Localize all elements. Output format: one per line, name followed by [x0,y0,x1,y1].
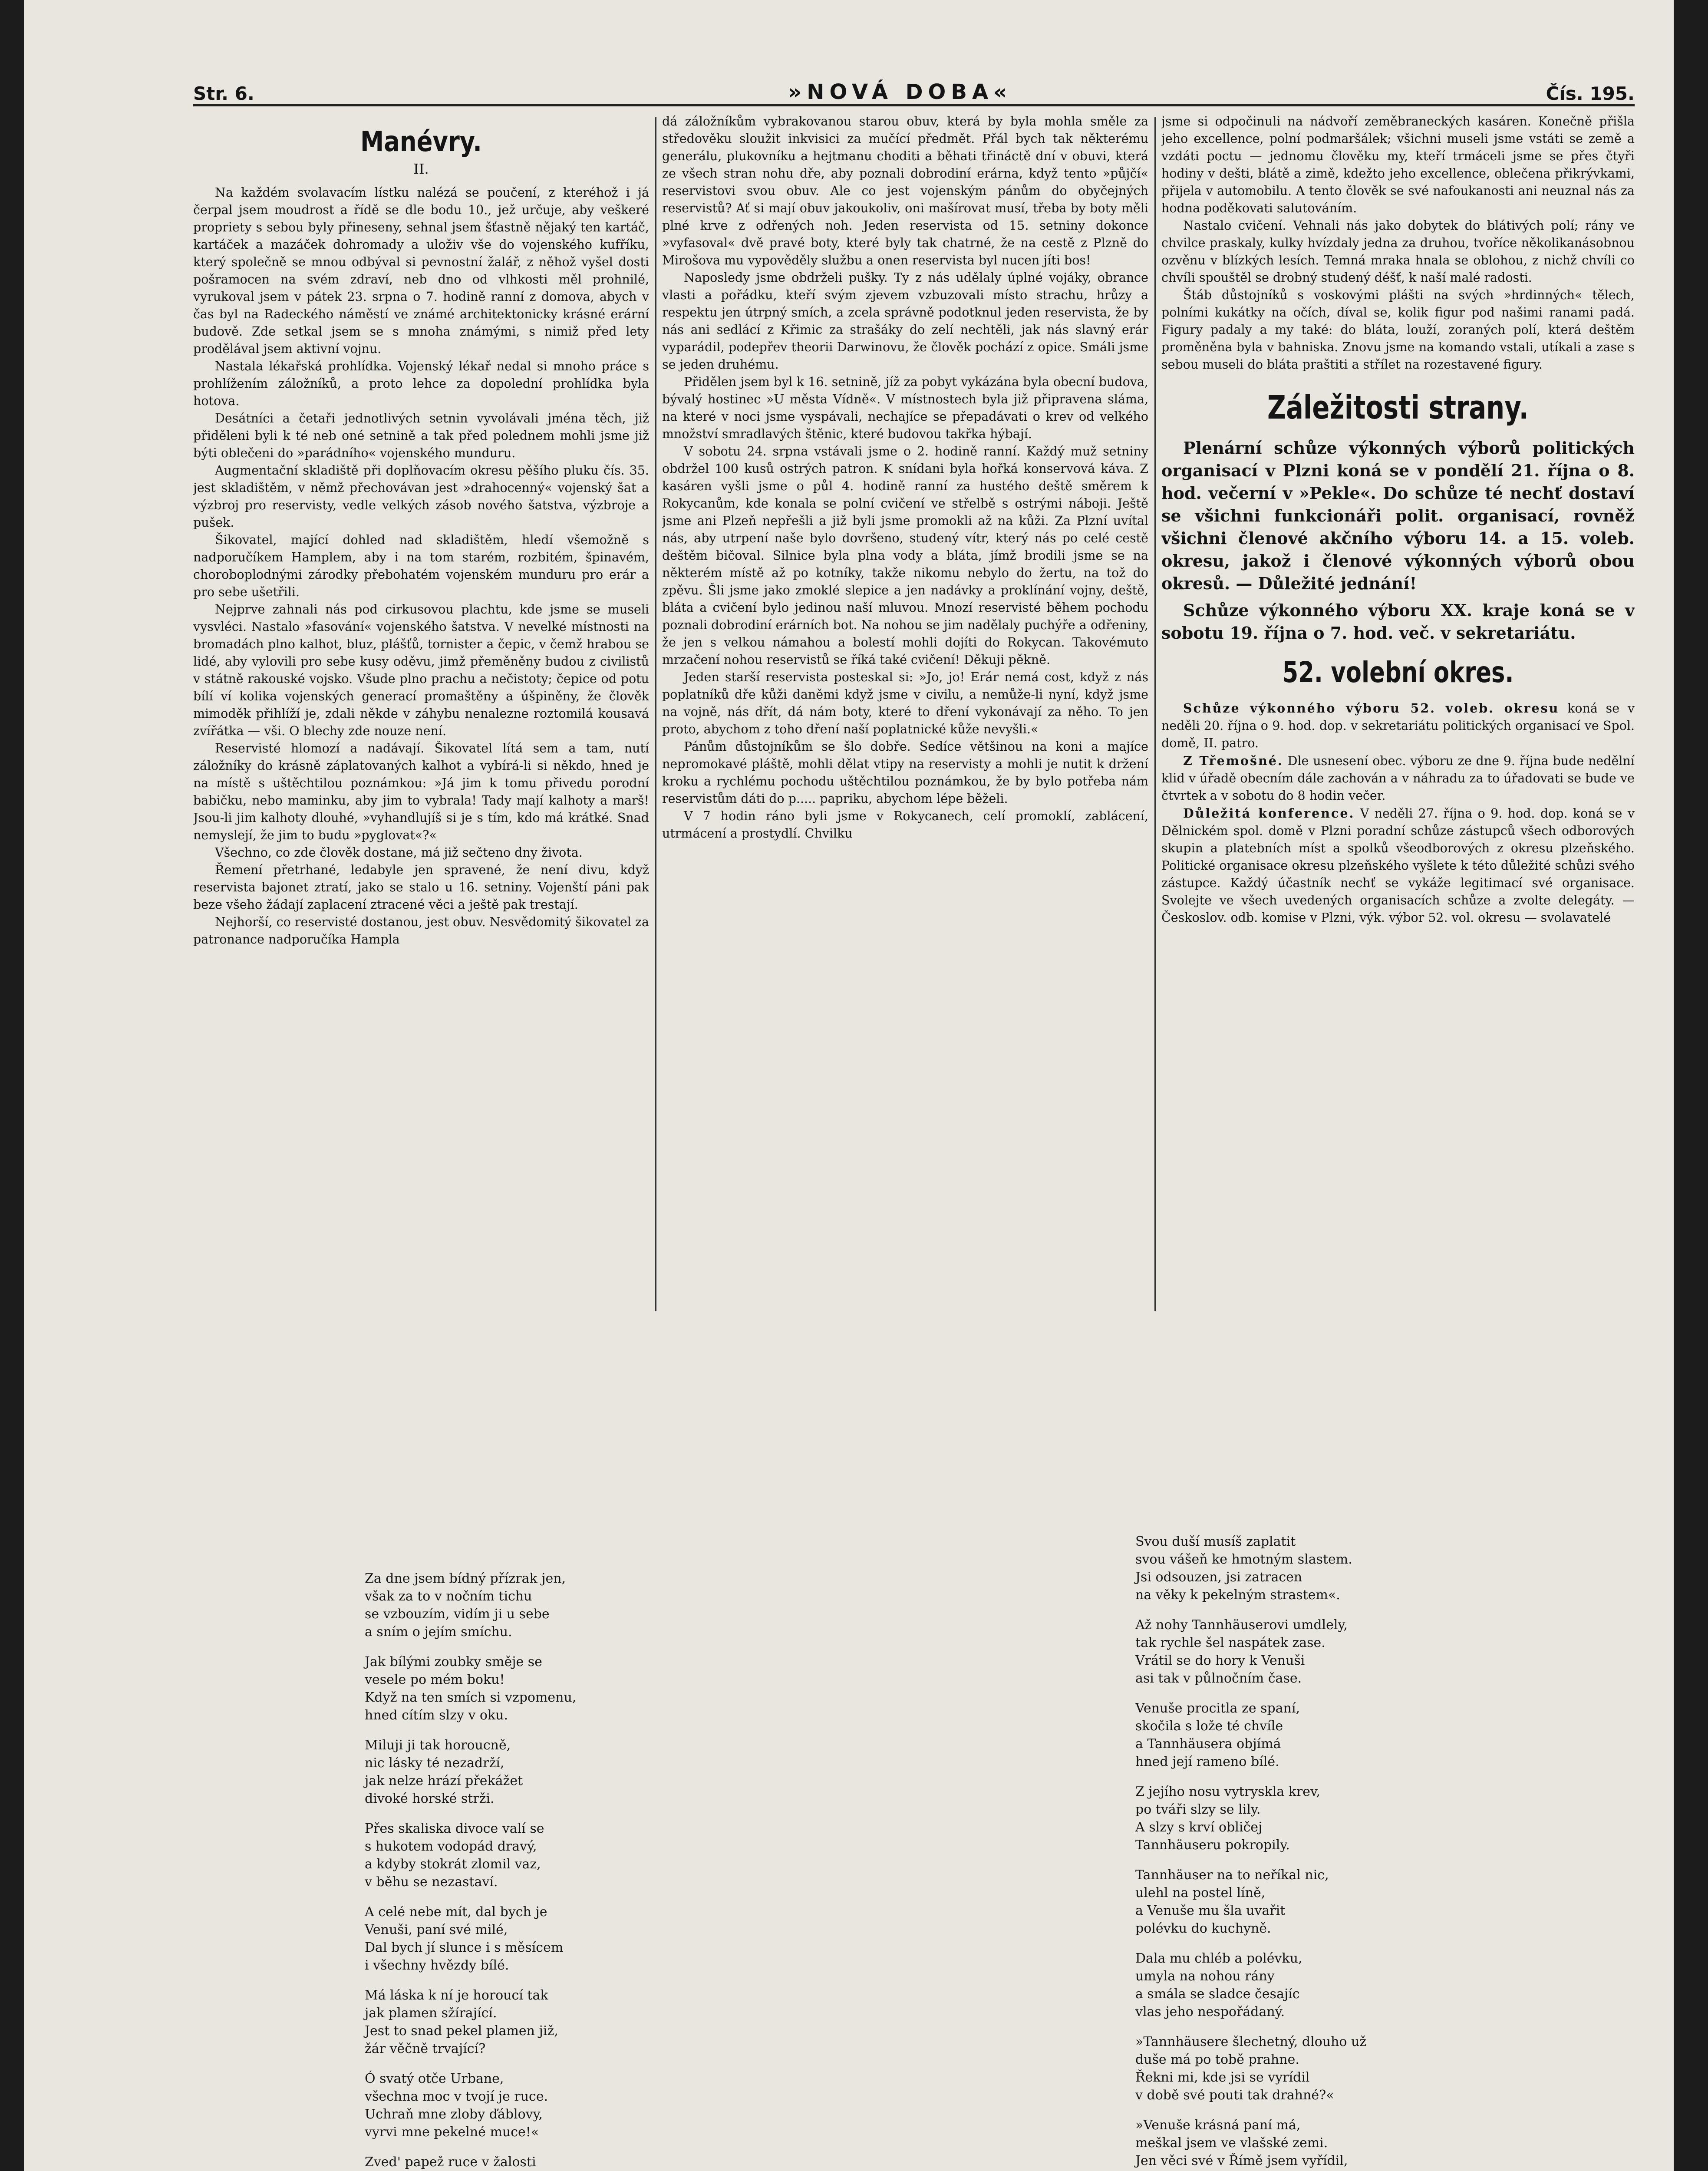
poem-line: a kdyby stokrát zlomil vaz, [365,1857,541,1872]
poem-right [1135,1533,1526,2171]
poem-stanza [365,1653,755,1724]
paragraph: Nastalo cvičení. Vehnali nás jako dobytek do blátivých polí; rány ve chvilce praskaly, kulky hvízdaly jedna za druhou, tvoříce několikanásobnou ozvěnu v blízkých lesích. Temná mraka hnala se oblohou, z nichž chvíli co chvíli spouštěl se drobný studený déšť, k naší malé radosti. [1161,218,1635,285]
column-rule [1154,117,1156,1311]
paragraph: Všechno, co zde člověk dostane, má již sečteno dny života. [215,845,583,860]
paragraph: Štáb důstojníků s voskovými plášti na svých »hrdinných« tělech, polními kukátky na očích, díval se, kolik figur pod našimi ranami padá. Figury padaly a my také: do bláta, louží, zoraných polí, která deštěm proměněna byla v bahniska. Znovu jsme na komando vstali, utíkali a zase s sebou museli do bláta praštiti a střílet na rozestavené figury. [1161,288,1635,372]
poem-line: ulehl na postel líně, [1135,1885,1266,1900]
poem-stanza [365,2153,755,2171]
poem-line: A slzy s krví obličej [1135,1820,1263,1835]
poem-stanza [1135,2033,1526,2104]
poem-line: Jen věci své v Římě jsem vyřídil, [1135,2153,1348,2168]
column-right [1161,113,1635,1311]
poem-line: Zved' papež ruce v žalosti [365,2155,536,2170]
district-item-text: Dle usnesení obec. výboru ze dne 9. října bude nedělní klid v úřadě obecním dále zachován a v náhradu za to úřadovati se bude ve čtvrtek a v sobotu do 8 hodin večer. [1161,754,1635,803]
issue-number: Čís. 195. [1546,83,1635,104]
poem-line: nic lásky té nezadrží, [365,1755,504,1771]
poem-line: »Venuše krásná paní má, [1135,2118,1301,2133]
district-title: 52. volební okres. [1282,656,1514,689]
paragraph: Naposledy jsme obdrželi pušky. Ty z nás udělaly úplné vojáky, obrance vlasti a pořádku, kteří svým zjevem vzbuzovali místo strachu, hrůzy a respektu jen útrpný smích, a zcela správně podotknul jeden reservista, že by nás ani sedlácí z Křimic za strašáky do zelí nechtěli, jak nás slavný erár vyparádil, podepřev theorii Darwinovu, že člověk pochází z opice. Smáli jsme se jeden druhému. [662,271,1148,372]
poem-line: Dal bych jí slunce i s měsícem [365,1940,564,1955]
poem-line: Když na ten smích si vzpomenu, [365,1690,577,1705]
paragraph: Augmentační skladiště při doplňovacím okresu pěšího pluku čís. 35. jest skladištěm, v němž přechovávan jest »drahocenný« vojenský šat a výzbroj pro reservisty, vedle velkých zásob nového šatstva, výzbroje a pušek. [193,463,649,530]
poem-line: se vzbouzím, vidím ji u sebe [365,1607,550,1622]
poem-line: v běhu se nezastaví. [365,1874,498,1890]
poem-stanza [1135,1699,1526,1771]
poem-line: divoké horské strži. [365,1791,495,1806]
paragraph: jsme si odpočinuli na nádvoří zeměbraneckých kasáren. Konečně přišla jeho excellence, polní podmaršálek; všichni museli jsme vstáti se země a vzdáti poctu — jednomu člověku my, kteří trmáceli jsme se přes čtyři hodiny v dešti, blátě a zimě, kdežto jeho excellence, oblečena přikrývkami, přijela v automobilu. A tento člověk se své nafoukanosti ani neuznal nás za hodna poděkovati salutováním. [1161,114,1635,215]
paragraph: Šikovatel, mající dohled nad skladištěm, hledí všemožně s nadporučíkem Hamplem, aby i na tom starém, rozbitém, špinavém, choroboplodnými zárodky přebohatém vojenském munduru pro erár a pro sebe ušetřili. [193,533,649,599]
masthead [193,65,1635,106]
poem-line: v době své pouti tak drahné?« [1135,2088,1334,2103]
poem-line: Venuši, paní své milé, [365,1922,508,1937]
poem-stanza [365,1820,755,1891]
article-part: II. [413,161,429,177]
poem-stanza [365,1570,755,1641]
paragraph: Řemení přetrhané, ledabyle jen spravené, že není divu, když reservista bajonet ztratí, jako se stalo u 16. setniny. Vojenští páni pak beze všeho žádají zaplacení ztracené věci a ještě pak trestají. [193,863,649,912]
poem-stanza [365,1986,755,2058]
paragraph: Desátníci a četaři jednotlivých setnin vyvolávali jména těch, již přiděleni byli k té neb oné setnině a tak před polednem mohli jsme již býti oblečeni do »parádního« vojenského munduru. [193,411,649,460]
poem-line: Má láska k ní je horoucí tak [365,1988,548,2003]
poem-stanza [365,1736,755,1808]
poem-line: a smála se sladce česajíc [1135,1986,1300,2002]
paragraph: Reservisté hlomozí a nadávají. Šikovatel lítá sem a tam, nutí záložníky do krásně záplatovaných kalhot a vybírá-li si někdo, hned je na místě s uštěchtilou poznámkou: »Já jim k tomu přivedu porodní babičku, nebo maminku, aby jim to vybrala! Tady mají kalhoty a marš! Jsou-li jim kalhoty dlouhé, »vyhandlujíš si je s tím, kdo má krátké. Snad nemyslejí, že jim to budu »pyglovat«?« [193,741,649,842]
paragraph: Přidělen jsem byl k 16. setnině, jíž za pobyt vykázána byla obecní budova, bývalý hostinec »U města Vídně«. V místnostech byla již připravena sláma, na které v noci jsme vyspávali, nechajíce se přepadávati o krev od velkého množství smradlavých štěnic, které budovou takřka hýbají. [662,375,1148,441]
paragraph: Na každém svolavacím lístku nalézá se poučení, z kteréhož i já čerpal jsem moudrost a řídě se dle bodu 10., jež určuje, aby veškeré propriety s sebou byly přineseny, sehnal jsem šťastně nějaký ten kartáč, kartáček a mazáček dohromady a uloživ vše do vojenského kufříku, který společně se mnou odbýval si pevnostní žalář, z něhož vyšel dosti pošramocen na svém zdraví, neb dno od vlhkosti měl prohnilé, vyrukoval jsem v pátek 23. srpna o 7. hodině ranní z domova, abych v čas byl na Radeckého náměstí ve známé architektonicky krásné erární budově. Zde setkal jsem se s mnoha známými, s nimiž před lety prodělával jsem aktivní vojnu. [193,185,649,356]
district-item-heading: Schůze výkonného výboru 52. voleb. okresu [1183,701,1560,716]
poem-line: meškal jsem ve vlašské zemi. [1135,2135,1328,2151]
poem-line: Přes skaliska divoce valí se [365,1821,544,1836]
poem-line: Miluji ji tak horoucně, [365,1738,511,1753]
paragraph: dá záložníkům vybrakovanou starou obuv, která by byla mohla směle za středověku sloužit inkvisici za mučící předmět. Přál bych tak některému generálu, plukovníku a hejtmanu choditi a běhati třináctě dní v obuvi, která ze všech stran nohu dře, aby poznali dobrodiní erárna, když tento »půjčí« reservistovi svou obuv. Ale co jest vojenským pánům do obyčejných reservistů? Ať si mají obuv jakoukoliv, oni mašírovat musí, třeba by boty měli plné krve z odřených noh. Jeden reservista od 15. setniny dokonce »vyfasoval« dvě pravé boty, které byly tak chatrné, že na cestě z Plzně do Mirošova mu vypověděly službu a onen reservista byl nucen jíti bos! [662,114,1148,267]
poem-stanza [1135,2116,1526,2171]
district-item-heading: Důležitá konference. [1183,806,1355,821]
paragraph: V sobotu 24. srpna vstávali jsme o 2. hodině ranní. Každý muž setniny obdržel 100 kusů ostrých patron. K snídani byla hořká konservová káva. Z kasáren vyšli jsme o půl 4. hodině ranní za hustého deště směrem k Rokycanům, kde konala se polní cvičení ve střelbě s ostrými náboji. Ještě jsme ani Plzeň nepřešli a již byli jsme promokli až na kůži. Za Plzní uvítal nás, aby utrpení naše bylo dovršeno, studený vítr, který nás po celé cestě deštěm bičoval. Silnice byla plna vody a bláta, jímž brodili jsme se na některém místě až po kotníky, takže nikomu nebylo do žertu, na tož do zpěvu. Šli jsme jako zmoklé slepice a jen nadávky a proklínání vojny, deště, bláta a cvičení bylo jedinou naší mluvou. Mnozí reservisté během pochodu poznali dobrodiní erárních bot. Na nohou se jim nadělaly puchýře a odřeniny, že jen s velkou námahou a bolestí mohli dojíti do Rokycan. Takovémuto mrzačení nohou reservistů se říká také cvičení! Děkuji pěkně. [662,444,1148,667]
paragraph: V 7 hodin ráno byli jsme v Rokycanech, celí promoklí, zablácení, utrmácení a prostydlí. Chvilku [662,809,1148,841]
district-item-heading: Z Třemošné. [1183,753,1283,768]
poem-line: Řekni mi, kde jsi se vyrídil [1135,2070,1310,2085]
page-number-label: Str. 6. [193,83,254,104]
poem-line: svou vášeň ke hmotným slastem. [1135,1552,1352,1567]
newspaper-page [24,0,1674,2171]
paragraph: Nejprve zahnali nás pod cirkusovou plachtu, kde jsme se museli vysvléci. Nastalo »fasování« vojenského šatstva. V nevelké místnosti na bromadách plno kalhot, bluz, plášťů, tornister a čepic, v čemž hrabou se lidé, aby vylovili pro sebe kusy oděvu, jimž přeměněny budou z civilistů v státně rakouské vojsko. Všude plno prachu a nečistoty; čepice od potu bílí ví kolika vojenských generací promaštěny a úšpiněny, že člověk mimoděk přihlíží je, zdali někde v záhybu nenalezne roztomilá kousavá zvířátka — vši. O blechy zde nouze není. [193,602,649,738]
poem-line: a Venuše mu šla uvařit [1135,1903,1286,1918]
column-left [193,113,649,1329]
poem-line: hned cítím slzy v oku. [365,1708,508,1723]
poem-left [365,1570,755,2171]
poem-line: a Tannhäusera objímá [1135,1736,1281,1752]
poem-line: Dala mu chléb a polévku, [1135,1951,1302,1966]
poem-line: duše má po tobě prahne. [1135,2052,1299,2067]
poem-line: Až nohy Tannhäuserovi umdlely, [1135,1617,1348,1633]
column-middle [662,113,1148,1320]
poem-line: Jest to snad pekel plamen již, [365,2023,558,2039]
kraj-notice: Schůze výkonného výboru XX. kraje koná se v sobotu 19. října o 7. hod. več. v sekretariátu. [1161,600,1635,643]
poem-line: žár věčně trvající? [365,2041,486,2056]
column-rule [655,117,656,1311]
poem-line: Vrátil se do hory k Venuši [1135,1653,1305,1668]
poem-line: Z jejího nosu vytryskla krev, [1135,1784,1320,1799]
paragraph: Jeden starší reservista posteskal si: »Jo, jo! Erár nemá cost, když z nás poplatníků dře kůži daněmi když jsme v civilu, a nemůže-li nyní, když jsme na vojně, nás dřít, dá nám boty, které to dření vykonávají za něho. To jen proto, abychom z toho dření naší poplatnické kůže nevyšli.« [662,670,1148,736]
poem-stanza [1135,1616,1526,1687]
poem-line: jak nelze hrází překážet [365,1773,523,1788]
poem-stanza [1135,1533,1526,1604]
poem-line: však za to v nočním tichu [365,1589,532,1604]
poem-line: hned její rameno bílé. [1135,1754,1279,1769]
poem-line: skočila s lože té chvíle [1135,1719,1283,1734]
poem-stanza [365,2070,755,2141]
poem-line: po tváři slzy se lily. [1135,1802,1261,1817]
poem-line: Jsi odsouzen, jsi zatracen [1135,1570,1302,1585]
poem-line: »Tannhäusere šlechetný, dlouho už [1135,2034,1367,2049]
article-title: Manévry. [360,126,482,158]
poem-line: Jak bílými zoubky směje se [365,1654,542,1669]
poem-line: jak plamen sžírající. [365,2006,497,2021]
poem-stanza [365,1903,755,1974]
poem-line: vesele po mém boku! [365,1672,505,1687]
poem-line: umyla na nohou rány [1135,1969,1275,1984]
plenary-notice: Plenární schůze výkonných výborů politických organisací v Plzni koná se v pondělí 21. října o 8. hod. večerní v »Pekle«. Do schůze té nechť dostaví se všichni funkcionáři polit. organisací, rovněž všichni členové akčního výboru 14. a 15. voleb. okresu, jakož i členové výkonných výborů obou okresů. — Důležité jednání! [1161,438,1635,593]
poem-line: Svou duší musíš zaplatit [1135,1534,1296,1549]
paragraph: Nastala lékařská prohlídka. Vojenský lékař nedal si mnoho práce s prohlížením záložníků, a proto lehce za dopolední prohlídka byla hotova. [193,359,649,408]
poem-line: s hukotem vodopád dravý, [365,1839,537,1854]
paragraph: Pánům důstojníkům se šlo dobře. Sedíce většinou na koni a majíce nepromokavé pláště, mohli dělat vtipy na reservisty a mohli je nutit k držení kroku a rychlému pochodu uštěchtilou poznámkou, že by bylo potřeba nám reservistům dáti do p..... papriku, abychom lépe běželi. [662,739,1148,806]
poem-line: Ó svatý otče Urbane, [365,2071,504,2086]
poem-line: vlas jeho nespořádaný. [1135,2004,1285,2019]
poem-line: A celé nebe mít, dal bych je [365,1904,547,1920]
poem-line: Uchraň mne zloby ďáblovy, [365,2107,543,2122]
poem-line: vyrvi mne pekelné muce!« [365,2125,539,2140]
poem-line: tak rychle šel naspátek zase. [1135,1635,1326,1650]
district-item-text: koná se v neděli 20. října o 9. hod. dop. v sekretariátu politických organisací ve Spol. domě, II. patro. [1161,701,1635,750]
newspaper-name: »NOVÁ DOBA« [788,80,1012,104]
poem-stanza [1135,1950,1526,2021]
poem-line: a sním o jejím smíchu. [365,1624,512,1640]
poem-line: i všechny hvězdy bílé. [365,1958,509,1973]
paragraph: Nejhorší, co reservisté dostanou, jest obuv. Nesvědomitý šikovatel za patronance nadporučíka Hampla [193,915,649,947]
poem-line: všechna moc v tvojí je ruce. [365,2089,548,2104]
poem-line: na věky k pekelným strastem«. [1135,1587,1340,1603]
poem-line: Tannhäuser na to neříkal nic, [1135,1867,1329,1883]
poem-stanza [1135,1783,1526,1854]
party-section-title: Záležitosti strany. [1267,389,1529,426]
poem-line: polévku do kuchyně. [1135,1921,1271,1936]
poem-line: Za dne jsem bídný přízrak jen, [365,1571,566,1586]
poem-line: Venuše procitla ze spaní, [1135,1701,1300,1716]
poem-stanza [1135,1866,1526,1937]
poem-line: Tannhäuseru pokropily. [1135,1838,1290,1853]
poem-line: asi tak v půlnočním čase. [1135,1671,1302,1686]
district-item-text: V neděli 27. října o 9. hod. dop. koná se v Dělnickém spol. domě v Plzni poradní schůze zástupců všech odborových skupin a platebních míst a spolků všeodborových z okresu plzeňského. Politické organisace okresu plzeňského vyšlete k této důležité schůzi svého zástupce. Každý účastník nechť se vykáže legitimací své organisace. Svolejte ve všech uvedených organisacích schůze a zvolte delegáty. — Českoslov. odb. komise v Plzni, výk. výbor 52. vol. okresu — svolavatelé [1161,806,1635,925]
